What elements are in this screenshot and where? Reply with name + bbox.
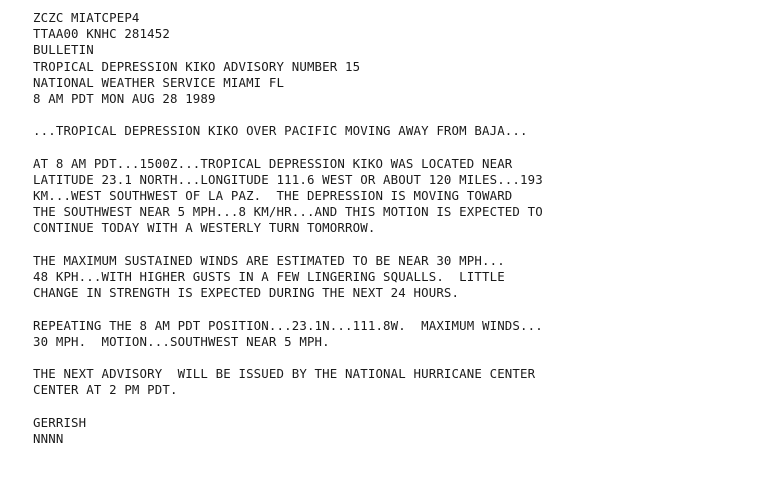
paragraph-line: CENTER AT 2 PM PDT. <box>33 382 178 398</box>
headline-paragraph <box>33 123 733 139</box>
headline-line: ...TROPICAL DEPRESSION KIKO OVER PACIFIC MOVING AWAY FROM BAJA... <box>33 123 528 139</box>
position-paragraph <box>33 156 733 237</box>
advisory-title: TROPICAL DEPRESSION KIKO ADVISORY NUMBER 15 <box>33 58 361 74</box>
paragraph-line: 48 KPH...WITH HIGHER GUSTS IN A FEW LINGERING SQUALLS. LITTLE <box>33 269 505 284</box>
paragraph-line: CHANGE IN STRENGTH IS EXPECTED DURING THE NEXT 24 HOURS. <box>33 285 460 301</box>
winds-paragraph <box>33 253 733 302</box>
paragraph-line: THE SOUTHWEST NEAR 5 MPH...8 KM/HR...AND THIS MOTION IS EXPECTED TO <box>33 204 543 220</box>
advisory-text-document <box>33 10 733 447</box>
paragraph-line: THE NEXT ADVISORY WILL BE ISSUED BY THE NATIONAL HURRICANE CENTER <box>33 366 536 382</box>
repeat-position-paragraph <box>33 318 733 350</box>
header-line: TTAA00 KNHC 281452 <box>33 26 170 42</box>
paragraph-line: THE MAXIMUM SUSTAINED WINDS ARE ESTIMATED TO BE NEAR 30 MPH... <box>33 252 505 268</box>
forecaster-name: GERRISH <box>33 414 87 430</box>
next-advisory-paragraph <box>33 366 733 398</box>
paragraph-line: LATITUDE 23.1 NORTH...LONGITUDE 111.6 WEST OR ABOUT 120 MILES...193 <box>33 171 543 187</box>
end-of-message: NNNN <box>33 430 64 446</box>
paragraph-line: CONTINUE TODAY WITH A WESTERLY TURN TOMORROW. <box>33 220 376 236</box>
header-line: BULLETIN <box>33 42 94 58</box>
header-line: ZCZC MIATCPEP4 <box>33 10 140 25</box>
signoff <box>33 415 733 447</box>
paragraph-line: REPEATING THE 8 AM PDT POSITION...23.1N...111.8W. MAXIMUM WINDS... <box>33 317 543 333</box>
issuing-office: NATIONAL WEATHER SERVICE MIAMI FL <box>33 74 285 90</box>
paragraph-line: 30 MPH. MOTION...SOUTHWEST NEAR 5 MPH. <box>33 333 330 349</box>
issue-time: 8 AM PDT MON AUG 28 1989 <box>33 90 216 106</box>
paragraph-line: KM...WEST SOUTHWEST OF LA PAZ. THE DEPRESSION IS MOVING TOWARD <box>33 188 513 204</box>
bulletin-header <box>33 10 733 107</box>
paragraph-line: AT 8 AM PDT...1500Z...TROPICAL DEPRESSION KIKO WAS LOCATED NEAR <box>33 155 513 171</box>
